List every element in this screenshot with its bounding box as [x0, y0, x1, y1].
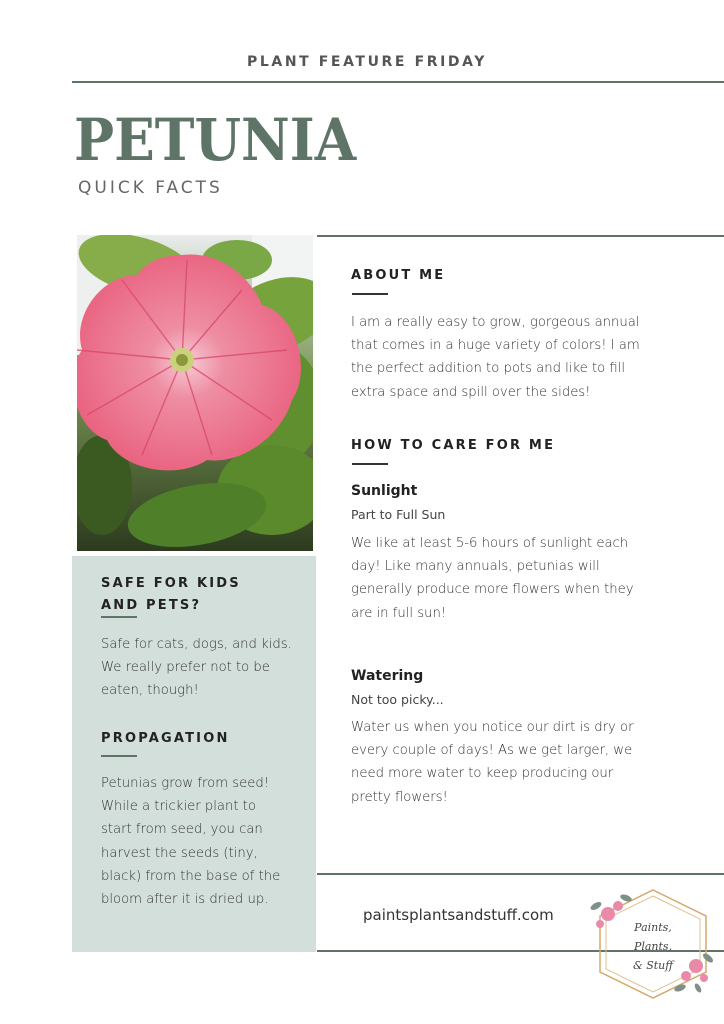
safety-heading-line: AND PETS?	[101, 598, 202, 613]
about-heading-underline	[352, 293, 388, 295]
petunia-photo	[77, 235, 313, 551]
logo-line: & Stuff	[632, 959, 674, 972]
safety-line: Safe for cats, dogs, and kids.	[101, 637, 292, 652]
logo-text	[588, 918, 718, 975]
page-subtitle: QUICK FACTS	[78, 178, 223, 198]
safety-heading-underline	[101, 616, 137, 618]
page-title: PETUNIA	[74, 106, 357, 174]
safety-heading-line: SAFE FOR KIDS	[101, 576, 241, 591]
watering-line: pretty flowers!	[351, 789, 448, 805]
sunlight-title: Sunlight	[351, 483, 418, 499]
footer-top-rule	[317, 873, 724, 875]
safety-line: We really prefer not to be	[101, 660, 270, 676]
sunlight-text	[351, 532, 634, 625]
watering-line: every couple of days! As we get larger, we	[351, 743, 633, 759]
about-line: I am a really easy to grow, gorgeous annual	[351, 315, 640, 330]
petunia-flower-icon	[77, 235, 313, 551]
propagation-text	[101, 772, 280, 911]
logo-line: Paints,	[634, 921, 672, 934]
header-label: PLANT FEATURE FRIDAY	[247, 54, 487, 70]
sunlight-note: Part to Full Sun	[351, 507, 446, 522]
watering-line: need more water to keep producing our	[351, 766, 614, 782]
propagation-heading-underline	[101, 755, 137, 757]
website-link[interactable]: paintsplantsandstuff.com	[363, 906, 554, 924]
brand-logo	[588, 884, 718, 1004]
sunlight-line: day! Like many annuals, petunias will	[351, 559, 600, 575]
right-top-rule	[317, 235, 724, 237]
watering-note: Not too picky...	[351, 692, 444, 707]
safety-heading	[101, 573, 241, 617]
watering-line: Water us when you notice our dirt is dry or	[351, 720, 634, 735]
safety-line: eaten, though!	[101, 683, 199, 699]
care-heading-underline	[352, 463, 388, 465]
propagation-line: Petunias grow from seed!	[101, 776, 270, 791]
logo-line: Plants,	[633, 940, 673, 953]
about-text	[351, 311, 640, 404]
sunlight-line: are in full sun!	[351, 605, 447, 621]
propagation-heading: PROPAGATION	[101, 731, 230, 746]
about-line: extra space and spill over the sides!	[351, 384, 591, 400]
sunlight-line: generally produce more flowers when they	[351, 582, 634, 598]
about-line: the perfect addition to pots and like to fill	[351, 361, 626, 377]
propagation-line: While a trickier plant to	[101, 799, 256, 815]
about-heading: ABOUT ME	[351, 268, 446, 283]
header-rule	[72, 81, 724, 83]
propagation-line: black) from the base of the	[101, 868, 281, 884]
sunlight-line: We like at least 5-6 hours of sunlight each	[351, 536, 629, 551]
watering-title: Watering	[351, 668, 424, 684]
propagation-line: start from seed, you can	[101, 822, 263, 838]
safety-text	[101, 633, 292, 703]
care-heading: HOW TO CARE FOR ME	[351, 438, 556, 453]
watering-text	[351, 716, 634, 809]
about-line: that comes in a huge variety of colors! I am	[351, 338, 640, 354]
propagation-line: harvest the seeds (tiny,	[101, 845, 258, 861]
propagation-line: bloom after it is dried up.	[101, 892, 269, 908]
